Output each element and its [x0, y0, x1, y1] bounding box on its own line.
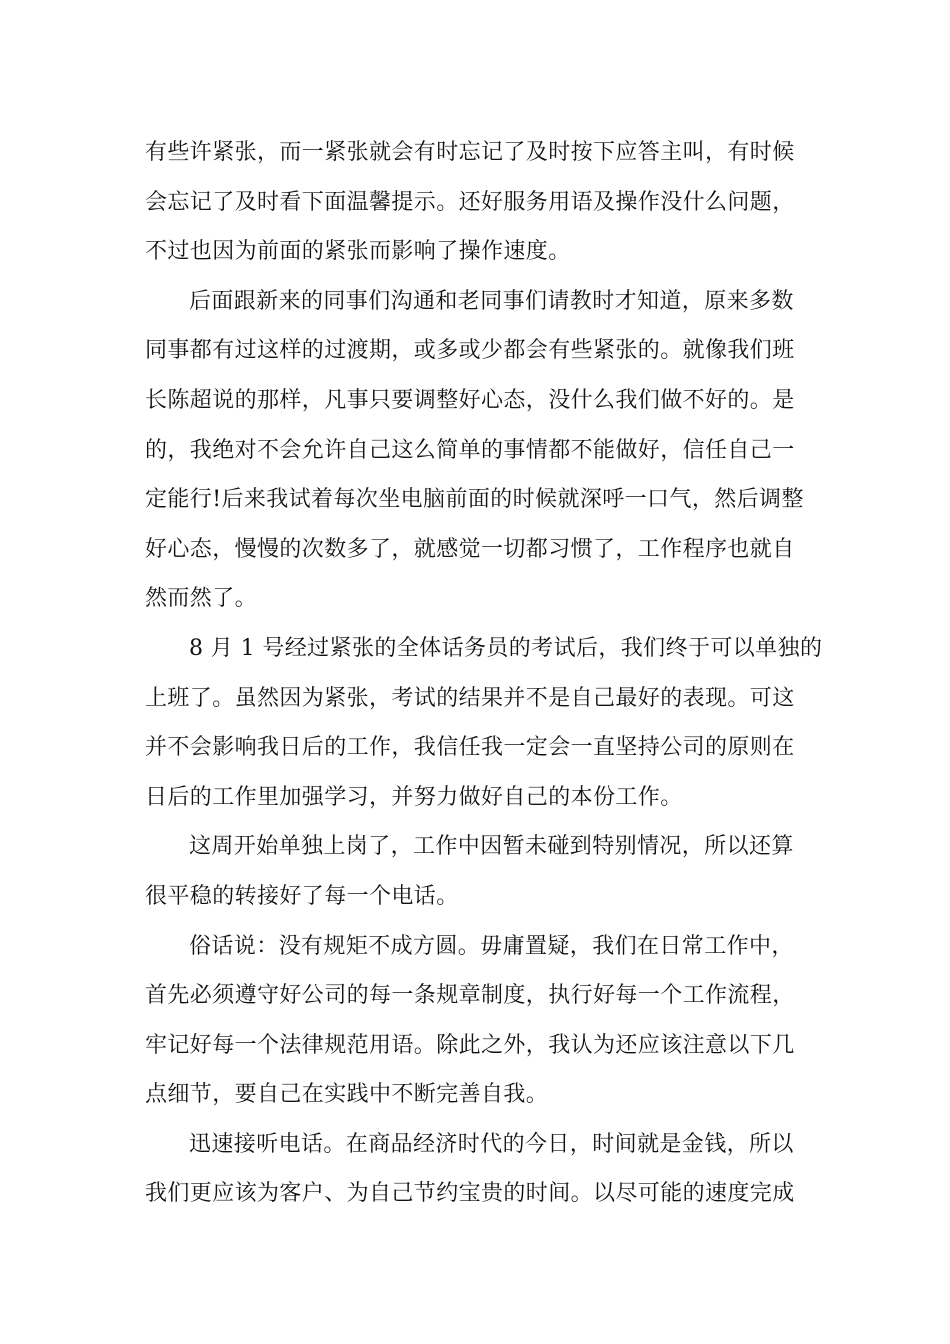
- text-line: 上班了。虽然因为紧张，考试的结果并不是自己最好的表现。可这: [145, 685, 795, 711]
- text-line: 长陈超说的那样，凡事只要调整好心态，没什么我们做不好的。是: [145, 387, 795, 413]
- text-line: 不过也因为前面的紧张而影响了操作速度。: [145, 239, 571, 265]
- text-line: 点细节，要自己在实践中不断完善自我。: [145, 1082, 549, 1108]
- body-text: [145, 128, 823, 1219]
- text-line: 会忘记了及时看下面温馨提示。还好服务用语及操作没什么问题，: [145, 189, 795, 215]
- text-line: 的，我绝对不会允许自己这么简单的事情都不能做好，信任自己一: [145, 437, 795, 463]
- paragraph-first-line: 迅速接听电话。在商品经济时代的今日，时间就是金钱，所以: [189, 1131, 794, 1157]
- paragraph-first-line: 8 月 1 号经过紧张的全体话务员的考试后，我们终于可以单独的: [189, 635, 823, 661]
- text-line: 并不会影响我日后的工作，我信任我一定会一直坚持公司的原则在: [145, 735, 795, 761]
- paragraph-first-line: 后面跟新来的同事们沟通和老同事们请教时才知道，原来多数: [189, 288, 794, 314]
- text-line: 好心态，慢慢的次数多了，就感觉一切都习惯了，工作程序也就自: [145, 536, 795, 562]
- text-line: 我们更应该为客户、为自己节约宝贵的时间。以尽可能的速度完成: [145, 1181, 795, 1207]
- text-line: 很平稳的转接好了每一个电话。: [145, 883, 459, 909]
- text-line: 牢记好每一个法律规范用语。除此之外，我认为还应该注意以下几: [145, 1032, 795, 1058]
- paragraph-first-line: 这周开始单独上岗了，工作中因暂未碰到特别情况，所以还算: [189, 834, 794, 860]
- text-line: 首先必须遵守好公司的每一条规章制度，执行好每一个工作流程，: [145, 983, 795, 1009]
- text-line: 定能行!后来我试着每次坐电脑前面的时候就深呼一口气，然后调整: [145, 487, 804, 513]
- paragraph-first-line: 俗话说：没有规矩不成方圆。毋庸置疑，我们在日常工作中，: [189, 933, 794, 959]
- text-line: 同事都有过这样的过渡期，或多或少都会有些紧张的。就像我们班: [145, 338, 795, 364]
- text-line: 然而然了。: [145, 586, 258, 612]
- text-line: 日后的工作里加强学习，并努力做好自己的本份工作。: [145, 784, 683, 810]
- text-line: 有些许紧张，而一紧张就会有时忘记了及时按下应答主叫，有时候: [145, 140, 795, 165]
